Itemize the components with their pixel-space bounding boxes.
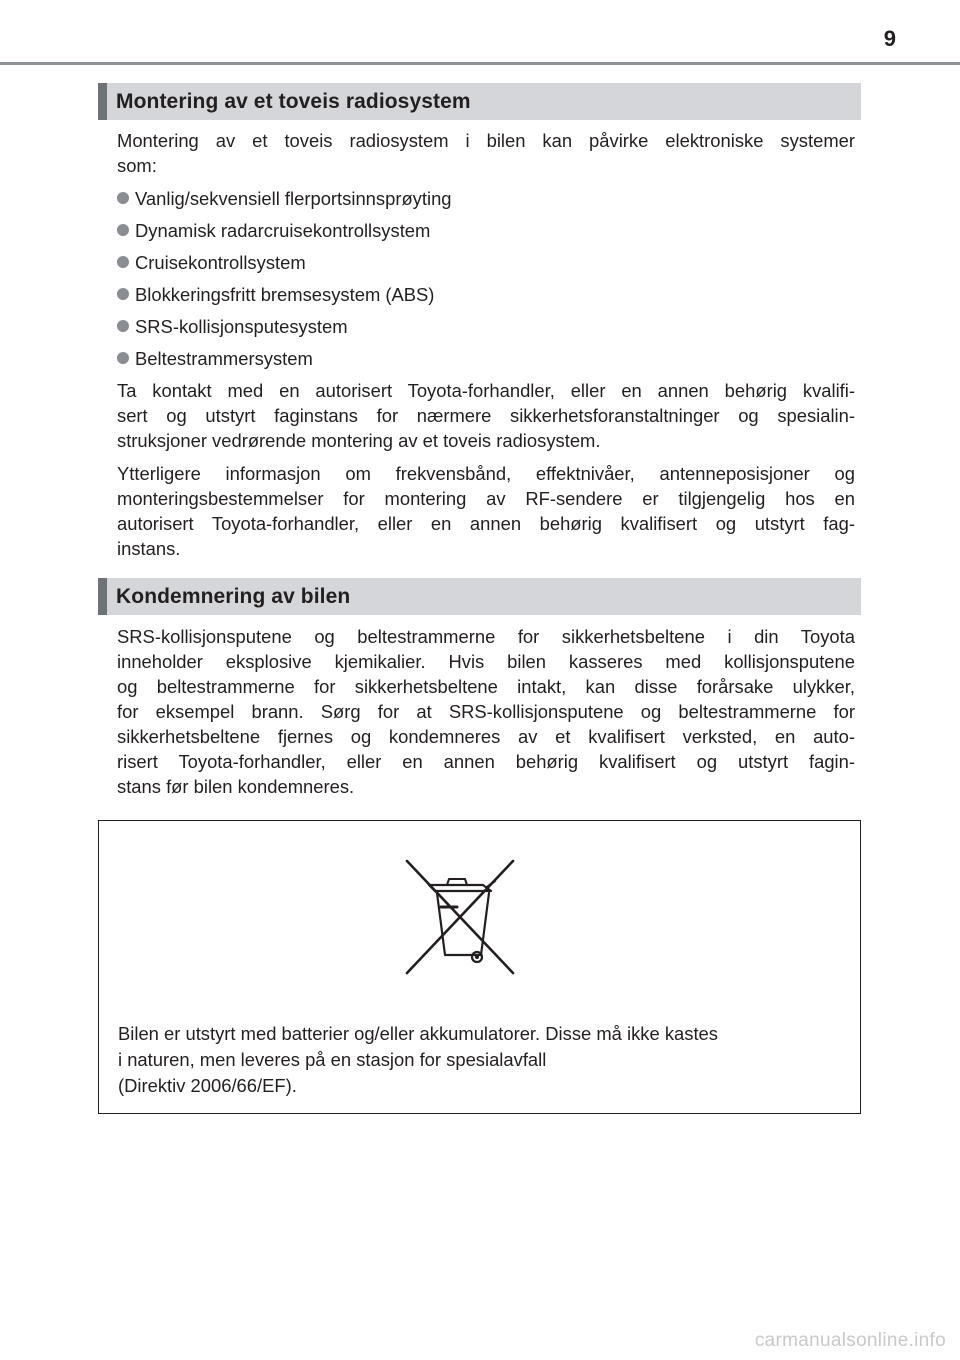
- text-line: Ta kontakt med en autorisert Toyota-forhandler, eller en annen behørig kvalifi-: [117, 380, 855, 401]
- info-paragraph: [117, 461, 855, 561]
- text-line: sert og utstyrt faginstans for nærmere sikkerhetsforanstaltninger og spesialin-: [117, 405, 855, 426]
- bullet-list-container: [117, 186, 855, 378]
- info-paragraph-block: [117, 461, 855, 561]
- intro-paragraph: [117, 128, 855, 178]
- text-line: i naturen, men leveres på en stasjon for spesialavfall: [118, 1049, 547, 1070]
- section-header-radio: [98, 83, 861, 120]
- bullet-icon: [117, 320, 129, 332]
- text-line: autorisert Toyota-forhandler, eller en annen behørig kvalifisert og utstyrt fag-: [117, 513, 855, 534]
- crossed-out-wheelie-bin-icon: [399, 857, 521, 981]
- bullet-icon: [117, 192, 129, 204]
- disposal-paragraph: [117, 624, 855, 799]
- text-line: Montering av et toveis radiosystem i bilen kan påvirke elektroniske systemer: [117, 130, 855, 151]
- list-item: [117, 218, 855, 250]
- section-title-disposal: Kondemnering av bilen: [116, 584, 351, 608]
- disposal-paragraph-block: [117, 624, 855, 799]
- contact-paragraph: [117, 378, 855, 453]
- contact-paragraph-block: [117, 378, 855, 453]
- list-item: [117, 250, 855, 282]
- text-line: for eksempel brann. Sørg for at SRS-kollisjonsputene og beltestrammerne for: [117, 701, 855, 722]
- list-item-text: Dynamisk radarcruisekontrollsystem: [135, 220, 431, 241]
- text-line: monteringsbestemmelser for montering av RF-sendere er tilgjengelig hos en: [117, 488, 855, 509]
- section-header-disposal: [98, 578, 861, 615]
- text-line: inneholder eksplosive kjemikalier. Hvis bilen kasseres med kollisjonsputene: [117, 651, 855, 672]
- page-number: 9: [883, 26, 896, 51]
- list-item: [117, 314, 855, 346]
- battery-notice-box: [98, 820, 861, 1114]
- top-rule: [0, 62, 960, 65]
- text-line: instans.: [117, 538, 181, 559]
- text-line: risert Toyota-forhandler, eller en annen behørig kvalifisert og utstyrt fagin-: [117, 751, 855, 772]
- list-item-text: Beltestrammersystem: [135, 348, 313, 369]
- list-item: [117, 282, 855, 314]
- section-title-radio: Montering av et toveis radiosystem: [116, 89, 471, 113]
- text-line: struksjoner vedrørende montering av et toveis radiosystem.: [117, 430, 601, 451]
- text-line: stans før bilen kondemneres.: [117, 776, 355, 797]
- text-line: som:: [117, 155, 157, 176]
- list-item-text: Cruisekontrollsystem: [135, 252, 306, 273]
- header-accent-bar: [98, 83, 107, 120]
- text-line: (Direktiv 2006/66/EF).: [118, 1075, 297, 1096]
- bullet-icon: [117, 256, 129, 268]
- section-radio-intro: [117, 128, 855, 178]
- list-item: [117, 186, 855, 218]
- bullet-icon: [117, 288, 129, 300]
- text-line: og beltestrammerne for sikkerhetsbeltene intakt, kan disse forårsake ulykker,: [117, 676, 855, 697]
- bullet-icon: [117, 352, 129, 364]
- bullet-list: [117, 186, 855, 378]
- list-item: [117, 346, 855, 378]
- list-item-text: Vanlig/sekvensiell flerportsinnsprøyting: [135, 188, 452, 209]
- bullet-icon: [117, 224, 129, 236]
- notice-text: [118, 1021, 718, 1099]
- list-item-text: Blokkeringsfritt bremsesystem (ABS): [135, 284, 435, 305]
- list-item-text: SRS-kollisjonsputesystem: [135, 316, 348, 337]
- header-accent-bar: [98, 578, 107, 615]
- text-line: Bilen er utstyrt med batterier og/eller akkumulatorer. Disse må ikke kastes: [118, 1023, 718, 1044]
- watermark: carmanualsonline.info: [754, 1330, 946, 1351]
- text-line: SRS-kollisjonsputene og beltestrammerne for sikkerhetsbeltene i din Toyota: [117, 626, 855, 647]
- text-line: Ytterligere informasjon om frekvensbånd, effektnivåer, antenneposisjoner og: [117, 463, 855, 484]
- text-line: sikkerhetsbeltene fjernes og kondemneres av et kvalifisert verksted, en auto-: [117, 726, 855, 747]
